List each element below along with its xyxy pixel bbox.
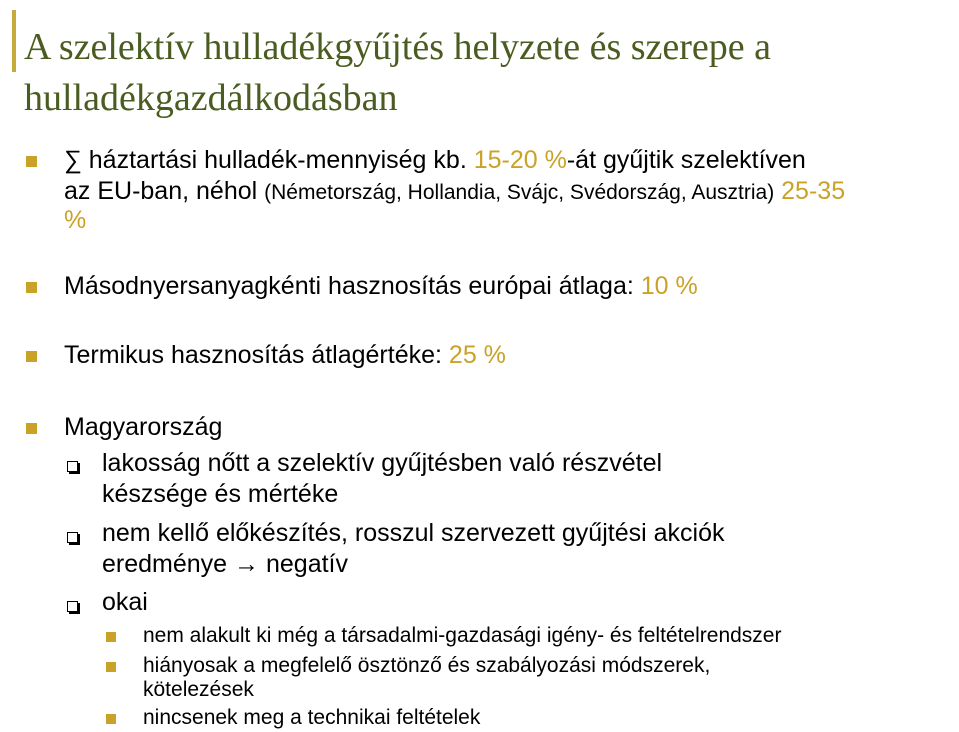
arrow-right-icon: → [234, 550, 260, 578]
bullet-square-icon [26, 156, 37, 167]
bullet-3 [64, 340, 506, 370]
bullet-3-text: Termikus hasznosítás átlagértéke: [64, 341, 442, 369]
bullet-1-percent-b: 25-35 [781, 177, 846, 205]
bullet-square-icon [26, 282, 37, 293]
sub-1-line-2: készsége és mértéke [102, 480, 339, 508]
bullet-4-text: Magyarország [64, 413, 223, 441]
bullet-1-percent-b-unit: % [64, 206, 87, 234]
bullet-1-line-1 [64, 145, 806, 175]
title-line-1: A szelektív hulladékgyűjtés helyzete és szerepe a [24, 26, 772, 68]
sub-3-text: okai [102, 588, 148, 616]
bullet-1-text-b: -át gyűjtik szelektíven [566, 146, 806, 174]
sub-2-line-2-text: eredménye [102, 550, 228, 578]
sigma-symbol: ∑ [64, 146, 82, 174]
title-line-2: hulladékgazdálkodásban [24, 77, 398, 119]
bullet-square-icon [106, 632, 116, 642]
checkbox-bullet-icon [67, 532, 78, 543]
bullet-square-icon [26, 351, 37, 362]
sub-2-line-1: nem kellő előkészítés, rosszul szervezett gyűjtési akciók [102, 519, 725, 547]
bullet-2 [64, 271, 698, 301]
slide-title [24, 22, 944, 124]
bullet-1-percent-a: 15-20 % [473, 146, 567, 174]
bullet-square-icon [26, 423, 37, 434]
bullet-2-text: Másodnyersanyagkénti hasznosítás európai átlaga: [64, 272, 634, 300]
bullet-3-percent: 25 % [448, 341, 506, 369]
reason-item-line-2: kötelezések [143, 678, 254, 701]
title-decoration-bar [12, 10, 16, 72]
reason-item: hiányosak a megfelelő ösztönző és szabályozási módszerek, [143, 654, 711, 677]
reason-item: nincsenek meg a technikai feltételek [143, 706, 481, 729]
checkbox-bullet-icon [67, 461, 78, 472]
sub-1-line-1: lakosság nőtt a szelektív gyűjtésben való részvétel [102, 449, 663, 477]
bullet-1-text-a: háztartási hulladék-mennyiség kb. [88, 146, 467, 174]
sub-2-line-2 [102, 549, 348, 580]
bullet-square-icon [106, 714, 116, 724]
sub-2-line-2-result: negatív [265, 550, 348, 578]
bullet-1-line-2 [64, 176, 845, 208]
bullet-2-percent: 10 % [640, 272, 698, 300]
bullet-1-text-c: az EU-ban, néhol [64, 177, 258, 205]
bullet-square-icon [106, 662, 116, 672]
checkbox-bullet-icon [67, 601, 78, 612]
bullet-1-countries: (Németország, Hollandia, Svájc, Svédország, Ausztria) [264, 181, 775, 204]
reason-item: nem alakult ki még a társadalmi-gazdasági igény- és feltételrendszer [143, 624, 782, 647]
